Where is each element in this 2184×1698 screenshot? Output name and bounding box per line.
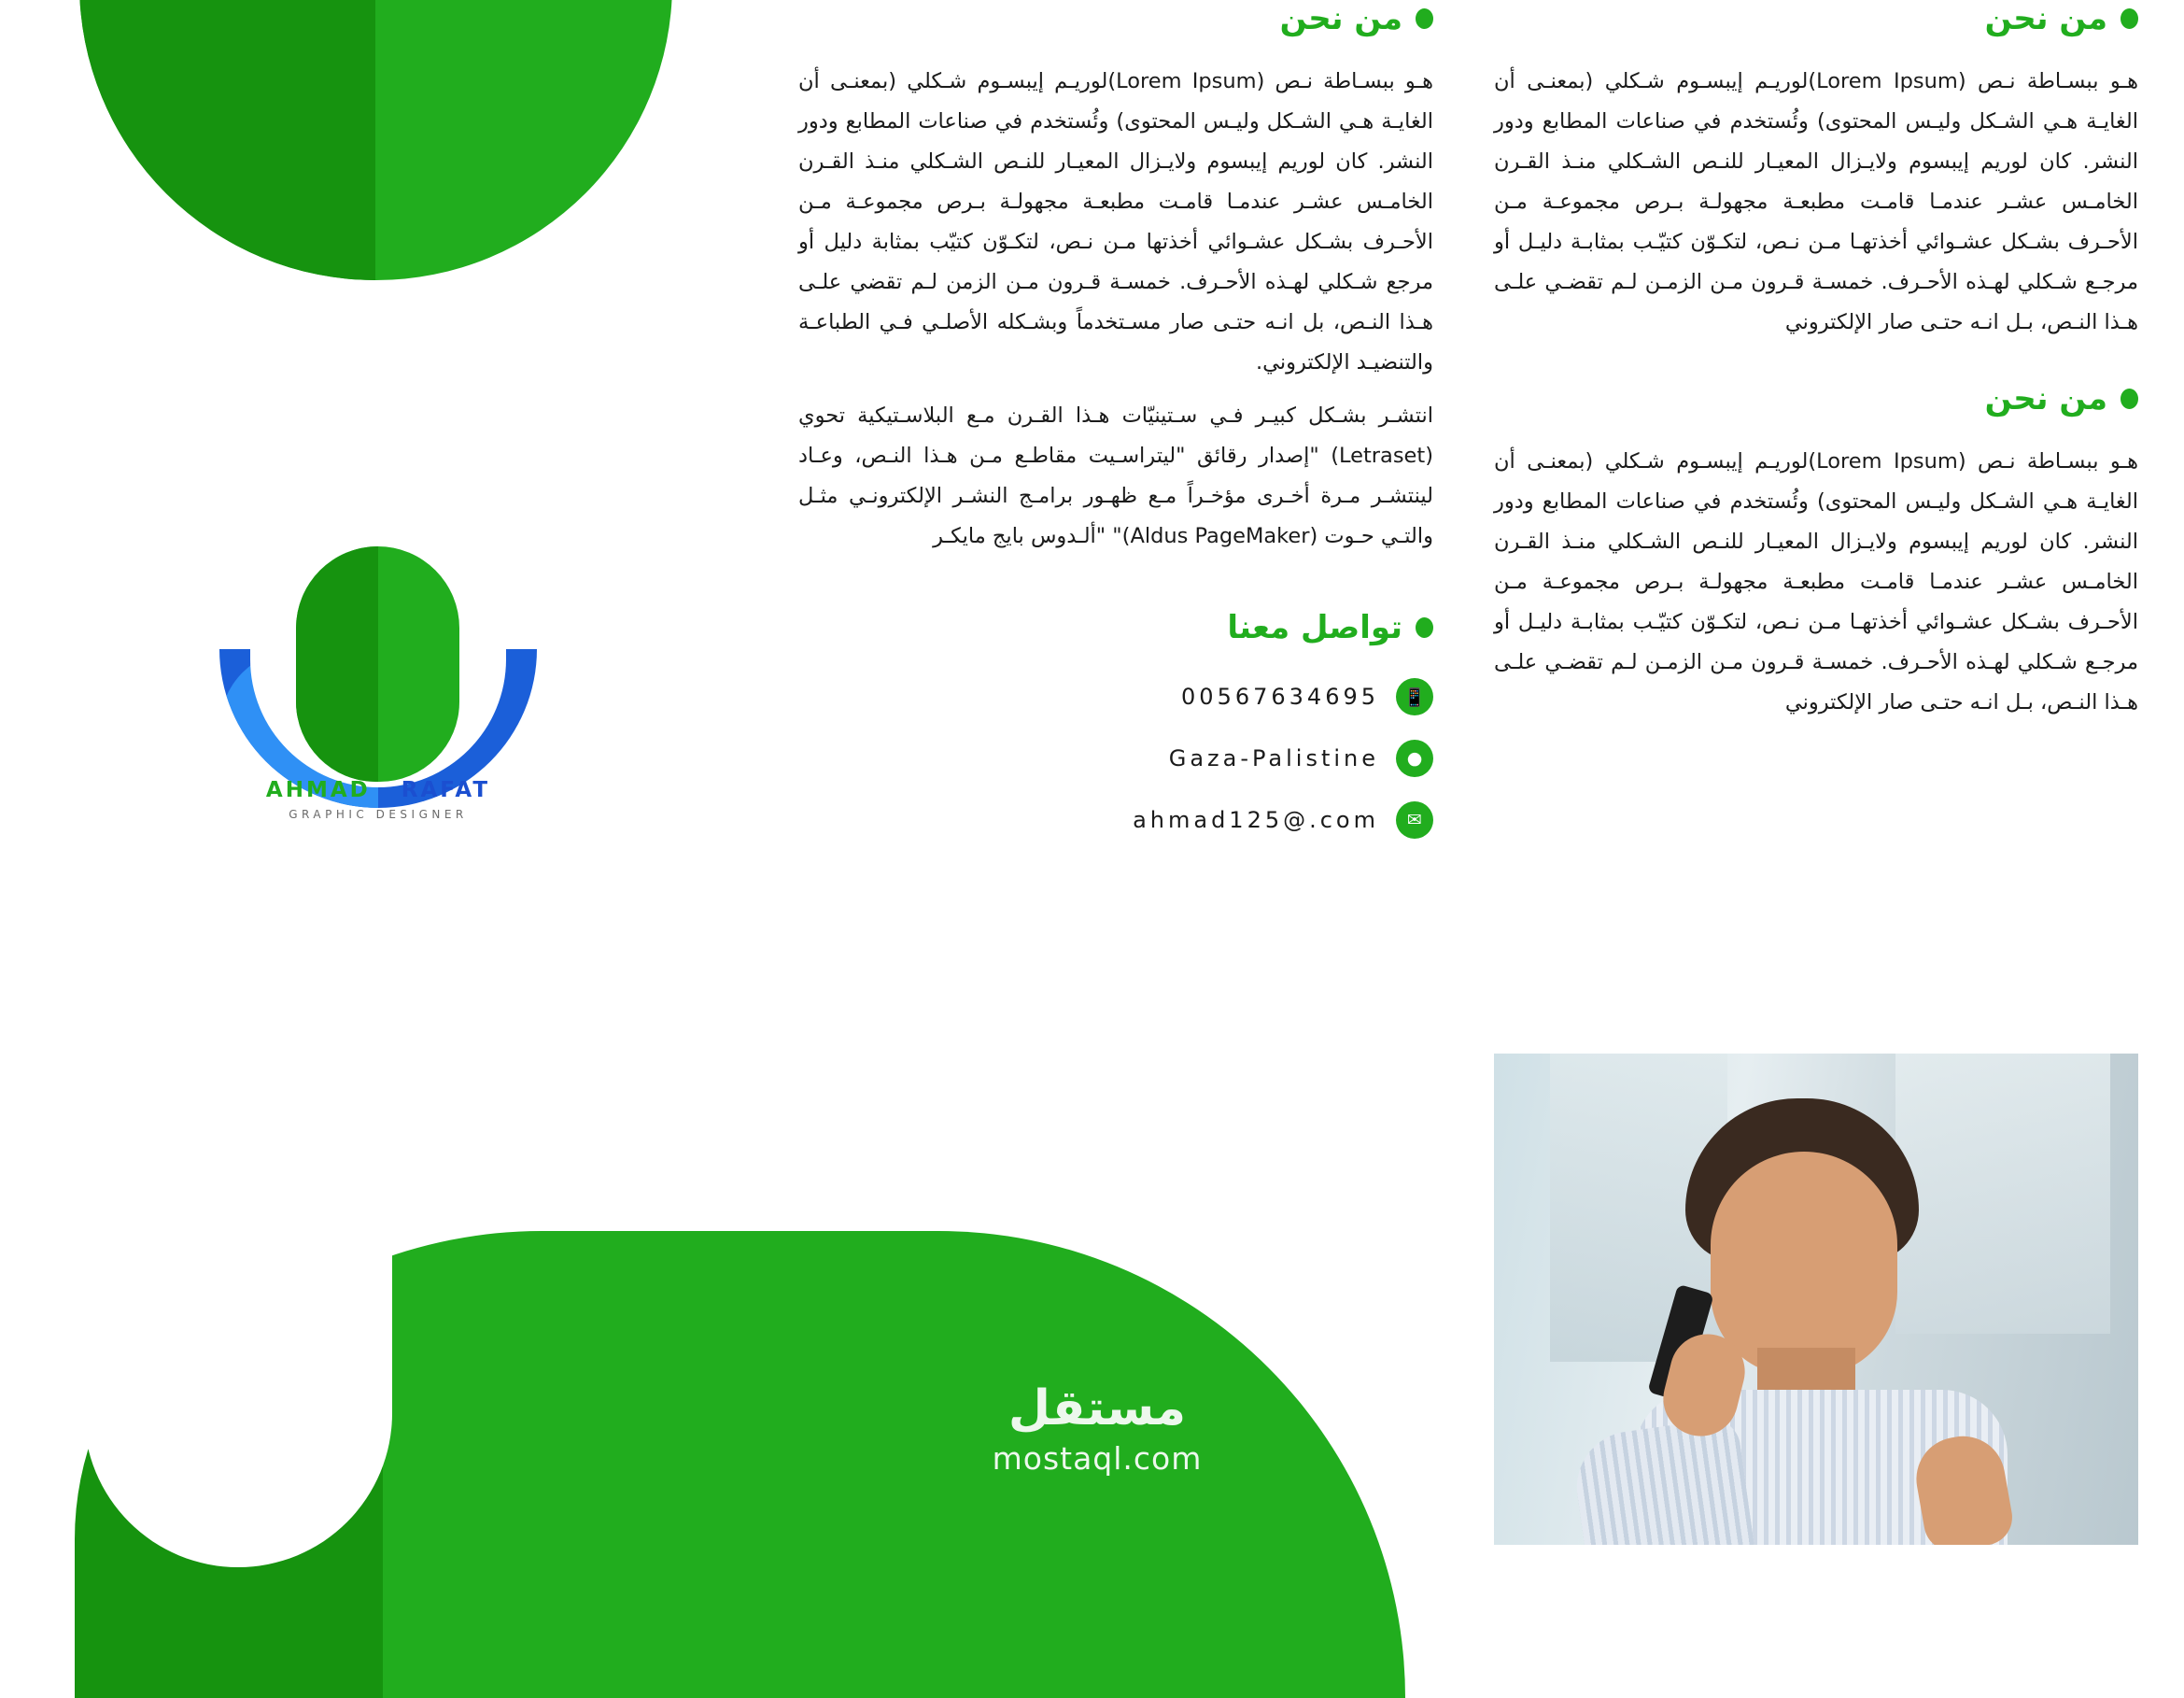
right-column xyxy=(1494,0,2138,736)
contact-email-value: ahmad125@.com xyxy=(1133,807,1379,833)
logo-tagline: GRAPHIC DESIGNER xyxy=(289,808,468,821)
watermark xyxy=(892,1380,1303,1477)
about-us-title-right-bottom: من نحن xyxy=(1984,380,2107,417)
logo xyxy=(219,546,537,821)
about-us-title-middle: من نحن xyxy=(1279,0,1402,37)
contact-location-value: Gaza-Palistine xyxy=(1168,745,1379,771)
top-green-shape-dark-half xyxy=(79,0,375,280)
logo-last-name: RAFAT xyxy=(401,778,491,802)
watermark-arabic: مستقل xyxy=(1007,1380,1187,1436)
leaf-bullet-icon xyxy=(1416,617,1433,638)
photo-window-right xyxy=(1895,1054,2110,1334)
contact-heading xyxy=(798,609,1433,646)
contact-item-email[interactable] xyxy=(798,801,1433,839)
about-us-title-right-top: من نحن xyxy=(1984,0,2107,37)
phone-icon: 📱 xyxy=(1396,678,1433,715)
leaf-bullet-icon xyxy=(1416,8,1433,29)
photo-face xyxy=(1711,1152,1897,1376)
logo-name xyxy=(219,778,537,802)
contact-phone-value: 00567634695 xyxy=(1181,684,1379,710)
bottom-shape-notch xyxy=(84,1231,392,1567)
about-us-heading-middle xyxy=(798,0,1433,37)
about-paragraph-1: هـو ببسـاطة نـص (Lorem Ipsum)لوريـم إيبسـوم شـكلي (بمعنـى أن الغايـة هـي الشـكل وليـس المحتوى) وئُستخدم في صناعات المطابع ودور النشر. كان لوريم إيبسوم ولايـزال المعيـار للنـص الشـكلي منـذ القـرن الخامـس عشـر عندمـا قامـت مطبعـة مجهولـة بـرص مجموعـة مـن الأحـرف بشـكل عشـوائي أخذتها مـن نـص، لتكـوّن كتيّب بمثابة دليل أو مرجع شـكلي لهـذه الأحـرف. خمسـة قـرون مـن الزمن لـم تقضي علـى هـذا النـص، بل انـه حتـى صار مسـتخدماً وبشـكله الأصلـي فـي الطباعـة والتنضيـد الإلكتروني. xyxy=(798,69,1433,375)
middle-column xyxy=(798,0,1433,863)
about-us-heading-right-top xyxy=(1494,0,2138,37)
contact-item-phone[interactable] xyxy=(798,678,1433,715)
about-right-top-paragraph: هـو ببسـاطة نـص (Lorem Ipsum)لوريـم إيبسـوم شـكلي (بمعنـى أن الغايـة هـي الشـكل وليـس المحتوى) وئُستخدم في صناعات المطابع ودور النشر. كان لوريم إيبسوم ولايـزال المعيـار للنـص الشـكلي منـذ القـرن الخامـس عشـر عندمـا قامـت مطبعـة مجهولـة بـرص مجموعـة مـن الأحـرف بشـكل عشـوائي أخذتهـا مـن نـص، لتكـوّن كتيّـب بمثابـة دليـل أو مرجـع شـكلي لهـذه الأحـرف. خمسـة قـرون مـن الزمـن لـم تقضـي علـى هـذا النـص، بـل انـه حتـى صار الإلكتروني xyxy=(1494,69,2138,334)
contact-item-location[interactable] xyxy=(798,740,1433,777)
smiling-man-on-phone-photo xyxy=(1494,1054,2138,1545)
about-paragraph-2: انتشـر بشـكل كبيـر فـي سـتينيّات هـذا القـرن مـع البلاسـتيكية تحوي (Letraset) "إصدار رقائق "ليتراسـيت مقاطـع مـن هـذا النـص، وعـاد لينتشـر مـرة أخـرى مؤخـراً مـع ظهـور برامـج النشـر الإلكترونـي مثـل والتـي حـوت (Aldus PageMaker)" "ألـدوس بايج مايكـر xyxy=(798,403,1433,548)
contact-title: تواصل معنا xyxy=(1227,609,1402,646)
leaf-bullet-icon xyxy=(2121,389,2138,409)
leaf-bullet-icon xyxy=(2121,8,2138,29)
location-pin-icon: ● xyxy=(1396,740,1433,777)
about-us-heading-right-bottom xyxy=(1494,380,2138,417)
watermark-latin: mostaql.com xyxy=(992,1440,1203,1477)
logo-first-name: AHMAD xyxy=(265,778,371,802)
envelope-icon: ✉ xyxy=(1396,801,1433,839)
about-right-bottom-paragraph: هـو ببسـاطة نـص (Lorem Ipsum)لوريـم إيبسـوم شـكلي (بمعنـى أن الغايـة هـي الشـكل وليـس المحتوى) وئُستخدم في صناعات المطابع ودور النشر. كان لوريم إيبسوم ولايـزال المعيـار للنـص الشـكلي منـذ القـرن الخامـس عشـر عندمـا قامـت مطبعـة مجهولـة بـرص مجموعـة مـن الأحـرف بشـكل عشـوائي أخذتهـا مـن نـص، لتكـوّن كتيّـب بمثابـة دليـل أو مرجـع شـكلي لهـذه الأحـرف. خمسـة قـرون مـن الزمـن لـم تقضـي علـى هـذا النـص، بـل انـه حتـى صار الإلكتروني xyxy=(1494,449,2138,715)
